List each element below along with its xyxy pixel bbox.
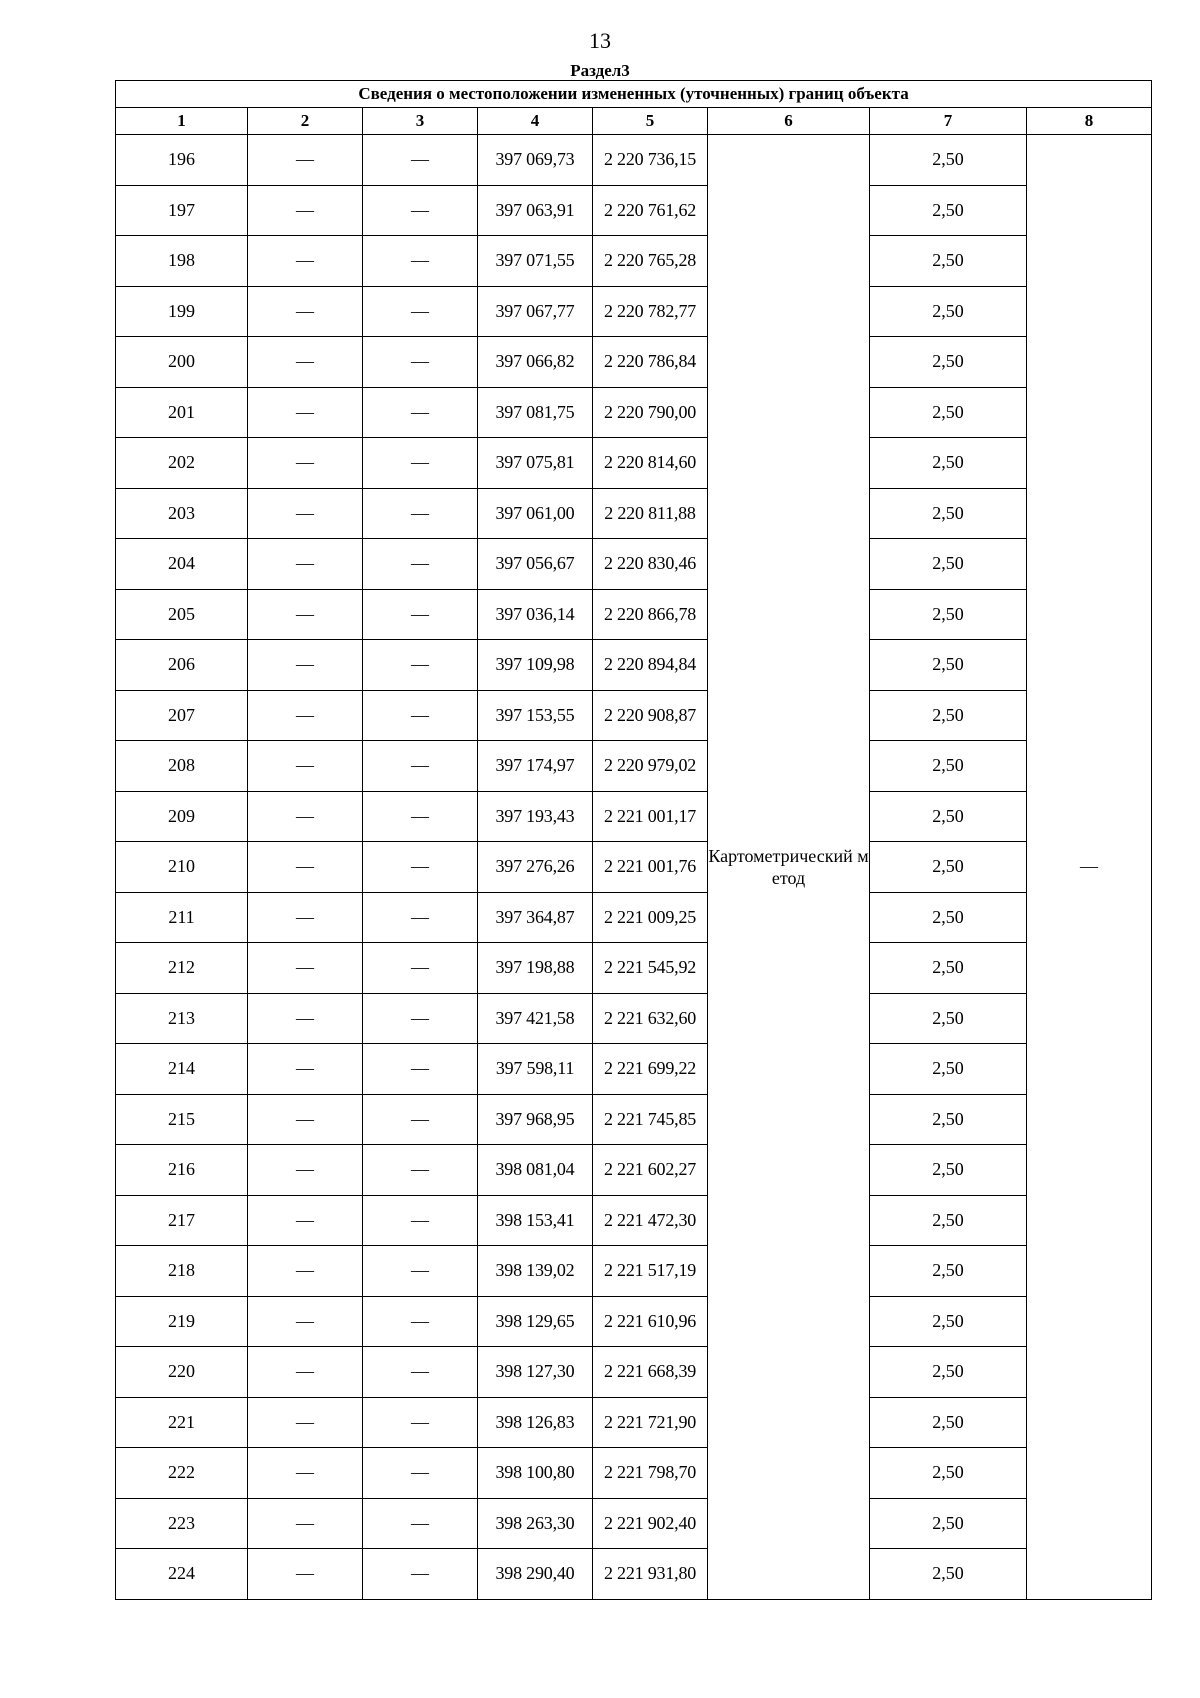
- cell-col3: —: [363, 1448, 478, 1499]
- table-row: [116, 286, 1152, 337]
- point-number: 219: [116, 1296, 248, 1347]
- point-number: 205: [116, 589, 248, 640]
- point-number: 211: [116, 892, 248, 943]
- accuracy-value: 2,50: [870, 337, 1027, 388]
- coord-y: 2 221 610,96: [593, 1296, 708, 1347]
- coord-y: 2 221 001,76: [593, 842, 708, 893]
- cell-col2: —: [248, 640, 363, 691]
- point-number: 197: [116, 185, 248, 236]
- cell-col2: —: [248, 943, 363, 994]
- table-caption-row: [116, 81, 1152, 108]
- cell-col2: —: [248, 1145, 363, 1196]
- table-row: [116, 1397, 1152, 1448]
- cell-col3: —: [363, 539, 478, 590]
- accuracy-value: 2,50: [870, 1347, 1027, 1398]
- table-row: [116, 488, 1152, 539]
- coord-x: 398 153,41: [478, 1195, 593, 1246]
- coord-x: 397 198,88: [478, 943, 593, 994]
- cell-col2: —: [248, 1498, 363, 1549]
- cell-col3: —: [363, 1549, 478, 1600]
- column-header-row: [116, 108, 1152, 135]
- coord-y: 2 221 699,22: [593, 1044, 708, 1095]
- point-number: 214: [116, 1044, 248, 1095]
- coord-x: 397 109,98: [478, 640, 593, 691]
- coord-x: 397 069,73: [478, 135, 593, 186]
- point-number: 207: [116, 690, 248, 741]
- cell-col2: —: [248, 842, 363, 893]
- cell-col2: —: [248, 741, 363, 792]
- cell-col2: —: [248, 236, 363, 287]
- cell-col2: —: [248, 1296, 363, 1347]
- table-row: [116, 1549, 1152, 1600]
- point-number: 200: [116, 337, 248, 388]
- cell-col3: —: [363, 1296, 478, 1347]
- table-row: [116, 1296, 1152, 1347]
- cell-col3: —: [363, 286, 478, 337]
- coord-x: 398 129,65: [478, 1296, 593, 1347]
- accuracy-value: 2,50: [870, 185, 1027, 236]
- table-row: [116, 842, 1152, 893]
- table-row: [116, 185, 1152, 236]
- coord-y: 2 221 902,40: [593, 1498, 708, 1549]
- cell-col2: —: [248, 1549, 363, 1600]
- point-number: 206: [116, 640, 248, 691]
- point-number: 196: [116, 135, 248, 186]
- page-number: 13: [589, 28, 611, 53]
- cell-col2: —: [248, 1397, 363, 1448]
- cell-col3: —: [363, 842, 478, 893]
- coord-x: 397 066,82: [478, 337, 593, 388]
- coord-x: 398 126,83: [478, 1397, 593, 1448]
- cell-col2: —: [248, 993, 363, 1044]
- point-number: 222: [116, 1448, 248, 1499]
- table-row: [116, 337, 1152, 388]
- coord-y: 2 221 632,60: [593, 993, 708, 1044]
- point-number: 223: [116, 1498, 248, 1549]
- cell-col3: —: [363, 438, 478, 489]
- accuracy-value: 2,50: [870, 791, 1027, 842]
- table-row: [116, 690, 1152, 741]
- table-row: [116, 1448, 1152, 1499]
- cell-col2: —: [248, 1195, 363, 1246]
- accuracy-value: 2,50: [870, 1044, 1027, 1095]
- coord-x: 398 100,80: [478, 1448, 593, 1499]
- table-row: [116, 135, 1152, 186]
- table-row: [116, 387, 1152, 438]
- accuracy-value: 2,50: [870, 1246, 1027, 1297]
- point-number: 220: [116, 1347, 248, 1398]
- accuracy-value: 2,50: [870, 387, 1027, 438]
- cell-col2: —: [248, 1094, 363, 1145]
- column-header: 6: [708, 108, 870, 135]
- table-row: [116, 892, 1152, 943]
- cell-col3: —: [363, 791, 478, 842]
- point-number: 218: [116, 1246, 248, 1297]
- cell-col3: —: [363, 943, 478, 994]
- coord-x: 398 127,30: [478, 1347, 593, 1398]
- cell-col3: —: [363, 337, 478, 388]
- coord-x: 397 968,95: [478, 1094, 593, 1145]
- accuracy-value: 2,50: [870, 1296, 1027, 1347]
- accuracy-value: 2,50: [870, 1145, 1027, 1196]
- point-number: 221: [116, 1397, 248, 1448]
- coord-x: 397 071,55: [478, 236, 593, 287]
- coord-y: 2 221 517,19: [593, 1246, 708, 1297]
- accuracy-value: 2,50: [870, 640, 1027, 691]
- coord-y: 2 220 866,78: [593, 589, 708, 640]
- cell-col3: —: [363, 387, 478, 438]
- column-header: 5: [593, 108, 708, 135]
- accuracy-value: 2,50: [870, 438, 1027, 489]
- accuracy-value: 2,50: [870, 1094, 1027, 1145]
- point-number: 212: [116, 943, 248, 994]
- accuracy-value: 2,50: [870, 1448, 1027, 1499]
- column-header: 2: [248, 108, 363, 135]
- table-row: [116, 589, 1152, 640]
- point-number: 201: [116, 387, 248, 438]
- coord-y: 2 220 811,88: [593, 488, 708, 539]
- table-row: [116, 993, 1152, 1044]
- table-row: [116, 438, 1152, 489]
- point-number: 208: [116, 741, 248, 792]
- point-number: 217: [116, 1195, 248, 1246]
- coord-x: 398 139,02: [478, 1246, 593, 1297]
- cell-col3: —: [363, 589, 478, 640]
- boundary-table: [115, 80, 1152, 1600]
- accuracy-value: 2,50: [870, 1397, 1027, 1448]
- table-row: [116, 1195, 1152, 1246]
- accuracy-value: 2,50: [870, 690, 1027, 741]
- coord-x: 397 063,91: [478, 185, 593, 236]
- method-cell: Картометрический метод: [708, 135, 870, 1600]
- cell-col2: —: [248, 438, 363, 489]
- accuracy-value: 2,50: [870, 589, 1027, 640]
- accuracy-value: 2,50: [870, 892, 1027, 943]
- cell-col2: —: [248, 286, 363, 337]
- point-number: 202: [116, 438, 248, 489]
- coord-y: 2 220 979,02: [593, 741, 708, 792]
- table-row: [116, 1145, 1152, 1196]
- accuracy-value: 2,50: [870, 286, 1027, 337]
- coord-y: 2 220 790,00: [593, 387, 708, 438]
- cell-col2: —: [248, 539, 363, 590]
- cell-col3: —: [363, 892, 478, 943]
- column-header: 1: [116, 108, 248, 135]
- accuracy-value: 2,50: [870, 1195, 1027, 1246]
- coord-y: 2 221 472,30: [593, 1195, 708, 1246]
- coord-x: 397 174,97: [478, 741, 593, 792]
- table-row: [116, 640, 1152, 691]
- table-body: [116, 135, 1152, 1600]
- coord-x: 397 598,11: [478, 1044, 593, 1095]
- coord-y: 2 221 545,92: [593, 943, 708, 994]
- coord-x: 398 290,40: [478, 1549, 593, 1600]
- cell-col2: —: [248, 1347, 363, 1398]
- coord-y: 2 220 908,87: [593, 690, 708, 741]
- cell-col3: —: [363, 1397, 478, 1448]
- cell-col2: —: [248, 337, 363, 388]
- table-title: Сведения о местоположении измененных (уточненных) границ объекта: [116, 81, 1152, 108]
- table-row: [116, 943, 1152, 994]
- point-number: 198: [116, 236, 248, 287]
- cell-col3: —: [363, 185, 478, 236]
- coord-y: 2 220 894,84: [593, 640, 708, 691]
- point-number: 209: [116, 791, 248, 842]
- coord-y: 2 221 798,70: [593, 1448, 708, 1499]
- table-row: [116, 791, 1152, 842]
- coord-y: 2 220 761,62: [593, 185, 708, 236]
- accuracy-value: 2,50: [870, 488, 1027, 539]
- accuracy-value: 2,50: [870, 842, 1027, 893]
- table-row: [116, 236, 1152, 287]
- cell-col2: —: [248, 1044, 363, 1095]
- column-header: 3: [363, 108, 478, 135]
- coord-x: 397 067,77: [478, 286, 593, 337]
- coord-y: 2 220 814,60: [593, 438, 708, 489]
- cell-col3: —: [363, 690, 478, 741]
- cell-col3: —: [363, 1246, 478, 1297]
- table-row: [116, 1498, 1152, 1549]
- table-row: [116, 1246, 1152, 1297]
- coord-x: 397 276,26: [478, 842, 593, 893]
- point-number: 213: [116, 993, 248, 1044]
- coord-x: 398 081,04: [478, 1145, 593, 1196]
- cell-col2: —: [248, 135, 363, 186]
- cell-col2: —: [248, 1246, 363, 1297]
- cell-col2: —: [248, 791, 363, 842]
- accuracy-value: 2,50: [870, 539, 1027, 590]
- cell-col2: —: [248, 488, 363, 539]
- coord-x: 398 263,30: [478, 1498, 593, 1549]
- cell-col3: —: [363, 993, 478, 1044]
- cell-col3: —: [363, 488, 478, 539]
- coord-y: 2 220 786,84: [593, 337, 708, 388]
- cell-col3: —: [363, 1094, 478, 1145]
- accuracy-value: 2,50: [870, 993, 1027, 1044]
- coord-y: 2 220 765,28: [593, 236, 708, 287]
- point-number: 210: [116, 842, 248, 893]
- accuracy-value: 2,50: [870, 135, 1027, 186]
- coord-y: 2 221 009,25: [593, 892, 708, 943]
- table-row: [116, 741, 1152, 792]
- coord-y: 2 221 745,85: [593, 1094, 708, 1145]
- accuracy-value: 2,50: [870, 943, 1027, 994]
- cell-col3: —: [363, 1195, 478, 1246]
- point-number: 216: [116, 1145, 248, 1196]
- cell-col2: —: [248, 1448, 363, 1499]
- accuracy-value: 2,50: [870, 1549, 1027, 1600]
- section-title: Раздел3: [570, 61, 630, 80]
- cell-col3: —: [363, 640, 478, 691]
- coord-x: 397 193,43: [478, 791, 593, 842]
- cell-col3: —: [363, 236, 478, 287]
- coord-x: 397 056,67: [478, 539, 593, 590]
- coord-x: 397 364,87: [478, 892, 593, 943]
- cell-col3: —: [363, 1347, 478, 1398]
- table-row: [116, 1094, 1152, 1145]
- cell-col2: —: [248, 690, 363, 741]
- point-number: 199: [116, 286, 248, 337]
- table-row: [116, 1044, 1152, 1095]
- cell-col2: —: [248, 387, 363, 438]
- table-row: [116, 1347, 1152, 1398]
- cell-col2: —: [248, 185, 363, 236]
- point-number: 204: [116, 539, 248, 590]
- cell-col3: —: [363, 1145, 478, 1196]
- coord-y: 2 221 931,80: [593, 1549, 708, 1600]
- point-number: 224: [116, 1549, 248, 1600]
- point-number: 203: [116, 488, 248, 539]
- accuracy-value: 2,50: [870, 236, 1027, 287]
- coord-y: 2 220 782,77: [593, 286, 708, 337]
- coord-y: 2 221 721,90: [593, 1397, 708, 1448]
- coord-y: 2 221 602,27: [593, 1145, 708, 1196]
- coord-y: 2 220 736,15: [593, 135, 708, 186]
- cell-col2: —: [248, 589, 363, 640]
- cell-col3: —: [363, 135, 478, 186]
- coord-y: 2 221 668,39: [593, 1347, 708, 1398]
- coord-y: 2 220 830,46: [593, 539, 708, 590]
- cell-col8: —: [1027, 135, 1152, 1600]
- coord-x: 397 061,00: [478, 488, 593, 539]
- coord-y: 2 221 001,17: [593, 791, 708, 842]
- accuracy-value: 2,50: [870, 1498, 1027, 1549]
- cell-col3: —: [363, 1044, 478, 1095]
- coord-x: 397 075,81: [478, 438, 593, 489]
- cell-col3: —: [363, 741, 478, 792]
- column-header: 4: [478, 108, 593, 135]
- accuracy-value: 2,50: [870, 741, 1027, 792]
- column-header: 8: [1027, 108, 1152, 135]
- point-number: 215: [116, 1094, 248, 1145]
- table-row: [116, 539, 1152, 590]
- coord-x: 397 036,14: [478, 589, 593, 640]
- cell-col2: —: [248, 892, 363, 943]
- coord-x: 397 153,55: [478, 690, 593, 741]
- column-header: 7: [870, 108, 1027, 135]
- cell-col3: —: [363, 1498, 478, 1549]
- coord-x: 397 081,75: [478, 387, 593, 438]
- coord-x: 397 421,58: [478, 993, 593, 1044]
